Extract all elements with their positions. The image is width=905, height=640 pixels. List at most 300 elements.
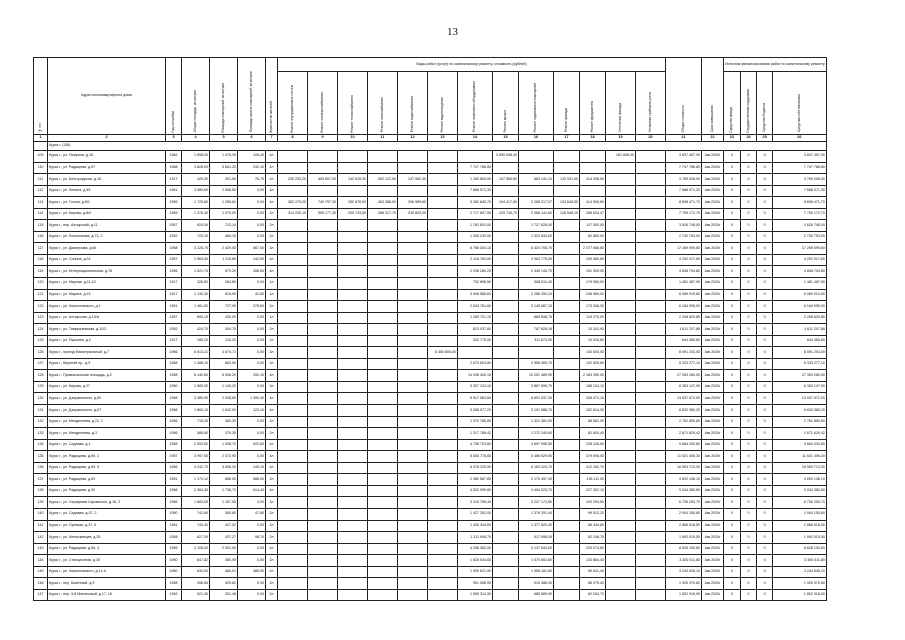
row-work-cost bbox=[368, 578, 398, 590]
row-work-cost bbox=[636, 578, 666, 590]
row-work-cost: 230 074,60 bbox=[580, 543, 606, 555]
row-work-cost: 595 177,30 bbox=[308, 208, 338, 220]
row-work-cost bbox=[493, 589, 519, 601]
row-owners: 4 848 704,80 bbox=[772, 266, 826, 278]
row-work-cost bbox=[368, 370, 398, 382]
row-budget: 0 bbox=[757, 451, 772, 463]
row-work-cost: 4 494 023,70 bbox=[519, 485, 554, 497]
row-work-cost: 3 227 173,80 bbox=[519, 497, 554, 509]
row-deadline: 4кв.2020г bbox=[702, 254, 724, 266]
row-owners: 5 333 277,10 bbox=[772, 358, 826, 370]
row-deadline: 4кв.2020г bbox=[702, 185, 724, 197]
row-number: 142 bbox=[34, 532, 48, 544]
row-work-cost bbox=[493, 462, 519, 474]
row-total-cost: 1 925 370,60 bbox=[666, 578, 702, 590]
row-work-cost bbox=[554, 462, 580, 474]
row-work-cost: 2 175 457,30 bbox=[519, 474, 554, 486]
row-rooms-area: 437,27 bbox=[210, 532, 238, 544]
row-work-cost bbox=[398, 555, 428, 567]
row-total-area: 1 461,50 bbox=[182, 301, 210, 313]
table-row bbox=[34, 428, 827, 440]
row-work-cost bbox=[368, 589, 398, 601]
row-work-cost bbox=[493, 555, 519, 567]
row-deadline: 4кв.2020г bbox=[702, 370, 724, 382]
header-insulation: Утепление фасада bbox=[606, 72, 636, 135]
row-work-cost bbox=[338, 278, 368, 290]
row-year: 1956 bbox=[166, 416, 182, 428]
row-work-cost: 117 300,00 bbox=[580, 220, 606, 232]
row-year: 1958 bbox=[166, 393, 182, 405]
row-work-cost bbox=[308, 266, 338, 278]
row-owners: 6 184 995,00 bbox=[772, 301, 826, 313]
row-work-cost bbox=[278, 324, 308, 336]
row-deadline: 4кв.2020г bbox=[702, 555, 724, 567]
row-work-cost bbox=[636, 393, 666, 405]
row-budget: 0 bbox=[757, 231, 772, 243]
row-year: 1961 bbox=[166, 185, 182, 197]
table-row bbox=[34, 347, 827, 359]
row-work-cost bbox=[368, 151, 398, 163]
row-work-cost bbox=[278, 312, 308, 324]
row-year: 1968 bbox=[166, 162, 182, 174]
row-number: 129 bbox=[34, 381, 48, 393]
row-work-cost bbox=[338, 428, 368, 440]
row-work-cost bbox=[368, 358, 398, 370]
row-work-cost bbox=[308, 555, 338, 567]
row-work-cost bbox=[636, 566, 666, 578]
row-work-cost: 104 417,60 bbox=[493, 197, 519, 209]
row-year: 1956 bbox=[166, 428, 182, 440]
row-year: 1962 bbox=[166, 589, 182, 601]
row-work-cost: 813 037,80 bbox=[458, 324, 493, 336]
row-state-support: 0 bbox=[740, 278, 757, 290]
table-body bbox=[34, 142, 827, 601]
row-year: 1952 bbox=[166, 231, 182, 243]
row-deadline: 4кв.2020г bbox=[702, 589, 724, 601]
row-fund: 0 bbox=[724, 197, 741, 209]
row-state-support: 0 bbox=[740, 289, 757, 301]
row-work-cost bbox=[606, 508, 636, 520]
row-deadline: 4кв.2020г bbox=[702, 381, 724, 393]
row-rooms-area: 331,48 bbox=[210, 589, 238, 601]
row-work-cost bbox=[428, 462, 458, 474]
row-budget: 0 bbox=[757, 151, 772, 163]
row-total-area: 1 683,05 bbox=[182, 497, 210, 509]
row-work-cost bbox=[368, 474, 398, 486]
row-work-cost: 7 747 786,80 bbox=[458, 162, 493, 174]
row-owners: 9 664 430,80 bbox=[772, 439, 826, 451]
row-work-cost: 142 515,30 bbox=[338, 174, 368, 186]
header-water: Ремонт водоснабжения bbox=[398, 72, 428, 135]
row-work-cost bbox=[606, 589, 636, 601]
row-work-cost bbox=[368, 405, 398, 417]
row-fund: 0 bbox=[724, 508, 741, 520]
row-total-area: 847,82 bbox=[182, 555, 210, 567]
row-work-cost: 5 488 529,50 bbox=[519, 451, 554, 463]
row-work-cost bbox=[606, 474, 636, 486]
table-row bbox=[34, 416, 827, 428]
row-work-cost: 1 427 352,00 bbox=[458, 508, 493, 520]
row-residents: 3л bbox=[266, 381, 278, 393]
row-work-cost bbox=[278, 220, 308, 232]
row-fund: 0 bbox=[724, 497, 741, 509]
row-address: Курск г., ул. Радищева, д.69, 5 bbox=[48, 462, 166, 474]
row-state-support: 0 bbox=[740, 151, 757, 163]
row-year: 1956 bbox=[166, 266, 182, 278]
column-index: 20 bbox=[636, 135, 666, 142]
row-state-support: 0 bbox=[740, 532, 757, 544]
row-work-cost bbox=[606, 485, 636, 497]
row-address: Курск г., ул. Радищева, д.39 bbox=[48, 485, 166, 497]
row-deadline: 4кв.2020г bbox=[702, 520, 724, 532]
row-work-cost bbox=[636, 174, 666, 186]
row-total-cost: 6 069 019,80 bbox=[666, 289, 702, 301]
row-work-cost bbox=[493, 497, 519, 509]
row-work-cost: 752 896,50 bbox=[458, 278, 493, 290]
row-work-cost bbox=[428, 485, 458, 497]
row-budget: 0 bbox=[757, 381, 772, 393]
row-work-cost bbox=[493, 312, 519, 324]
row-work-cost bbox=[493, 439, 519, 451]
row-work-cost bbox=[493, 162, 519, 174]
row-work-cost bbox=[398, 393, 428, 405]
row-address: Курск г., ул. Менделеева, д.3 bbox=[48, 428, 166, 440]
row-year: 1950 bbox=[166, 508, 182, 520]
row-owners: 6 363 147,90 bbox=[772, 381, 826, 393]
row-work-cost bbox=[636, 451, 666, 463]
row-deadline: 4кв.2020г bbox=[702, 462, 724, 474]
row-work-cost bbox=[308, 370, 338, 382]
row-work-cost bbox=[398, 278, 428, 290]
row-work-cost bbox=[636, 312, 666, 324]
row-work-cost bbox=[338, 451, 368, 463]
header-total-cost: Общая стоимость bbox=[666, 58, 702, 135]
row-work-cost bbox=[636, 254, 666, 266]
table-row bbox=[34, 485, 827, 497]
row-rooms-area: 329,60 bbox=[210, 578, 238, 590]
row-work-cost bbox=[493, 301, 519, 313]
column-index: 22 bbox=[702, 135, 724, 142]
row-number: 131 bbox=[34, 405, 48, 417]
column-index: 10 bbox=[338, 135, 368, 142]
row-address: Курск г., ул. Дзержинского, д.60 bbox=[48, 393, 166, 405]
row-deadline: 4кв.2020г bbox=[702, 266, 724, 278]
row-work-cost: 6 768 304,10 bbox=[458, 243, 493, 255]
row-work-cost bbox=[398, 451, 428, 463]
row-work-cost: 109 480,60 bbox=[580, 254, 606, 266]
row-work-cost bbox=[368, 566, 398, 578]
row-work-cost bbox=[428, 197, 458, 209]
row-work-cost: 6 517 563,60 bbox=[458, 393, 493, 405]
row-total-area: 429,30 bbox=[182, 174, 210, 186]
row-total-area: 2 053,50 bbox=[182, 439, 210, 451]
header-sewer: Ремонт водоотведения bbox=[428, 72, 458, 135]
row-living-area: 142,00 bbox=[238, 254, 266, 266]
column-index: 18 bbox=[580, 135, 606, 142]
row-fund: 0 bbox=[724, 162, 741, 174]
row-work-cost bbox=[308, 462, 338, 474]
row-work-cost bbox=[493, 231, 519, 243]
column-index: 16 bbox=[519, 135, 554, 142]
row-residents: 2л bbox=[266, 566, 278, 578]
row-residents: 2л bbox=[266, 208, 278, 220]
row-work-cost bbox=[428, 370, 458, 382]
row-work-cost bbox=[554, 324, 580, 336]
row-work-cost bbox=[368, 462, 398, 474]
row-work-cost bbox=[606, 381, 636, 393]
row-budget: 0 bbox=[757, 358, 772, 370]
row-year: 1957 bbox=[166, 220, 182, 232]
row-work-cost bbox=[368, 266, 398, 278]
row-address: Курск г., ул. Мирная, д.11,15 bbox=[48, 278, 166, 290]
row-total-cost: 2 866 618,50 bbox=[666, 520, 702, 532]
row-work-cost: 1 570 602,80 bbox=[519, 555, 554, 567]
row-work-cost: 1 317 788,42 bbox=[458, 428, 493, 440]
row-work-cost bbox=[398, 416, 428, 428]
row-fund: 0 bbox=[724, 254, 741, 266]
row-owners: 1 925 370,60 bbox=[772, 578, 826, 590]
row-rooms-area: 3 056,20 bbox=[210, 462, 238, 474]
row-work-cost: 3 890 948,40 bbox=[493, 151, 519, 163]
row-total-cost: 6 184 995,00 bbox=[666, 301, 702, 313]
row-number: 109 bbox=[34, 151, 48, 163]
column-index: 4 bbox=[182, 135, 210, 142]
table-header bbox=[34, 58, 827, 142]
row-number: 121 bbox=[34, 289, 48, 301]
row-owners: 1 481 487,90 bbox=[772, 278, 826, 290]
row-state-support: 0 bbox=[740, 497, 757, 509]
header-gas: Ремонт газоснабжения bbox=[368, 72, 398, 135]
header-residents: Количество жителей bbox=[266, 58, 278, 135]
row-work-cost bbox=[398, 578, 428, 590]
row-rooms-area: 3 641,20 bbox=[210, 162, 238, 174]
row-deadline: 4кв.2020г bbox=[702, 208, 724, 220]
row-work-cost bbox=[308, 254, 338, 266]
row-state-support: 0 bbox=[740, 162, 757, 174]
row-year: 1952 bbox=[166, 324, 182, 336]
row-total-area: 3 380,90 bbox=[182, 393, 210, 405]
row-deadline: 4кв.2020г bbox=[702, 289, 724, 301]
row-total-cost: 3 300 011,80 bbox=[666, 555, 702, 567]
row-work-cost bbox=[428, 301, 458, 313]
row-residents: 4л bbox=[266, 185, 278, 197]
row-residents: 4л bbox=[266, 439, 278, 451]
row-work-cost bbox=[606, 393, 636, 405]
row-work-cost bbox=[554, 185, 580, 197]
row-address: Курск г., ул. Садовая, д.37, 2 bbox=[48, 508, 166, 520]
row-work-cost bbox=[398, 301, 428, 313]
row-work-cost bbox=[428, 393, 458, 405]
row-budget: 0 bbox=[757, 197, 772, 209]
row-work-cost: 58 975,40 bbox=[580, 578, 606, 590]
row-number: 143 bbox=[34, 543, 48, 555]
row-deadline: 4кв.2020г bbox=[702, 543, 724, 555]
row-work-cost bbox=[606, 358, 636, 370]
row-work-cost bbox=[606, 578, 636, 590]
row-work-cost bbox=[308, 589, 338, 601]
row-budget: 0 bbox=[757, 162, 772, 174]
row-work-cost bbox=[368, 428, 398, 440]
row-state-support: 0 bbox=[740, 474, 757, 486]
row-work-cost: 414 308,50 bbox=[580, 174, 606, 186]
row-owners: 8 591 203,00 bbox=[772, 347, 826, 359]
row-budget: 0 bbox=[757, 508, 772, 520]
row-year: 1961 bbox=[166, 520, 182, 532]
row-deadline: 4кв.2020г bbox=[702, 393, 724, 405]
row-work-cost bbox=[636, 508, 666, 520]
row-work-cost bbox=[428, 508, 458, 520]
row-work-cost bbox=[554, 589, 580, 601]
header-facade: Ремонт фасада bbox=[554, 72, 580, 135]
header-budget: Средства бюджета bbox=[757, 72, 772, 135]
row-work-cost bbox=[636, 381, 666, 393]
repair-program-table bbox=[33, 57, 827, 601]
table-row bbox=[34, 312, 827, 324]
row-state-support: 0 bbox=[740, 485, 757, 497]
row-work-cost: 388 317,70 bbox=[368, 208, 398, 220]
row-work-cost bbox=[636, 197, 666, 209]
row-budget: 0 bbox=[757, 254, 772, 266]
row-year: 1958 bbox=[166, 578, 182, 590]
row-work-cost bbox=[428, 428, 458, 440]
row-work-cost bbox=[554, 508, 580, 520]
row-work-cost: 188 124,10 bbox=[580, 381, 606, 393]
row-work-cost bbox=[554, 543, 580, 555]
row-address: Курск г., пер. Ахтырский, д.11 bbox=[48, 220, 166, 232]
row-residents: 4л bbox=[266, 370, 278, 382]
row-work-cost bbox=[554, 358, 580, 370]
row-work-cost bbox=[519, 347, 554, 359]
row-work-cost bbox=[368, 451, 398, 463]
row-fund: 0 bbox=[724, 266, 741, 278]
row-work-cost: 175 346,30 bbox=[580, 301, 606, 313]
row-work-cost bbox=[338, 543, 368, 555]
row-living-area: 0,00 bbox=[238, 358, 266, 370]
row-residents: 2л bbox=[266, 220, 278, 232]
row-budget: 0 bbox=[757, 312, 772, 324]
row-work-cost bbox=[428, 589, 458, 601]
row-total-area: 1 583,90 bbox=[182, 381, 210, 393]
row-fund: 0 bbox=[724, 151, 741, 163]
row-work-cost: 230 253,20 bbox=[278, 174, 308, 186]
row-work-cost bbox=[278, 497, 308, 509]
row-rooms-area: 573,20 bbox=[210, 266, 238, 278]
row-address: Курск г., ул. Радищева, д.69, 2 bbox=[48, 451, 166, 463]
row-work-cost bbox=[554, 278, 580, 290]
row-total-cost: 2 761 850,60 bbox=[666, 416, 702, 428]
row-state-support: 0 bbox=[740, 428, 757, 440]
row-work-cost bbox=[636, 185, 666, 197]
header-address: Адрес многоквартирного дома bbox=[48, 58, 166, 135]
row-residents: 1л bbox=[266, 335, 278, 347]
row-address: Курск г., ул. Сонина, д.24 bbox=[48, 254, 166, 266]
row-work-cost: 2 208 260,20 bbox=[458, 266, 493, 278]
row-work-cost bbox=[338, 243, 368, 255]
row-owners: 7 688 571,30 bbox=[772, 185, 826, 197]
row-work-cost bbox=[398, 462, 428, 474]
row-rooms-area: 1 140,20 bbox=[210, 381, 238, 393]
row-state-support: 0 bbox=[740, 508, 757, 520]
row-fund: 0 bbox=[724, 589, 741, 601]
row-work-cost bbox=[493, 474, 519, 486]
row-work-cost bbox=[636, 462, 666, 474]
column-index-row bbox=[34, 135, 827, 142]
row-work-cost: 3 315 785,40 bbox=[458, 497, 493, 509]
row-residents: 4л bbox=[266, 254, 278, 266]
row-work-cost bbox=[636, 347, 666, 359]
header-year: Год постройки bbox=[166, 58, 182, 135]
row-residents: 2л bbox=[266, 589, 278, 601]
row-work-cost: 2 449 143,70 bbox=[519, 266, 554, 278]
row-work-cost bbox=[338, 381, 368, 393]
row-deadline: 4кв.2020г bbox=[702, 347, 724, 359]
row-fund: 0 bbox=[724, 555, 741, 567]
row-number: 137 bbox=[34, 474, 48, 486]
row-budget: 0 bbox=[757, 543, 772, 555]
row-work-cost bbox=[636, 520, 666, 532]
row-work-cost bbox=[278, 358, 308, 370]
row-work-cost: 3 382 845,70 bbox=[458, 197, 493, 209]
row-work-cost: 787 828,18 bbox=[519, 324, 554, 336]
row-work-cost bbox=[278, 543, 308, 555]
row-owners: 3 300 011,80 bbox=[772, 555, 826, 567]
row-work-cost bbox=[308, 347, 338, 359]
row-work-cost: 2 717 807,50 bbox=[458, 208, 493, 220]
row-work-cost: 10 251 489,90 bbox=[519, 370, 554, 382]
row-fund: 0 bbox=[724, 451, 741, 463]
row-work-cost: 379 098,00 bbox=[580, 451, 606, 463]
row-work-cost: 685 569,90 bbox=[519, 589, 554, 601]
row-year: 1959 bbox=[166, 208, 182, 220]
row-work-cost bbox=[554, 347, 580, 359]
row-work-cost bbox=[606, 416, 636, 428]
row-work-cost bbox=[554, 231, 580, 243]
row-residents: 2л bbox=[266, 578, 278, 590]
row-budget: 0 bbox=[757, 243, 772, 255]
table-row bbox=[34, 393, 827, 405]
row-total-area: 586,80 bbox=[182, 428, 210, 440]
row-address: Курск г., ул. Кирова, д.8/4 bbox=[48, 208, 166, 220]
row-work-cost: 951 008,90 bbox=[458, 578, 493, 590]
row-year: 1957 bbox=[166, 254, 182, 266]
row-total-cost: 4 292 017,60 bbox=[666, 254, 702, 266]
row-work-cost: 161 808,00 bbox=[606, 151, 636, 163]
row-residents: 2л bbox=[266, 231, 278, 243]
row-work-cost: 62 860,00 bbox=[580, 231, 606, 243]
row-work-cost bbox=[428, 439, 458, 451]
row-state-support: 0 bbox=[740, 381, 757, 393]
row-work-cost bbox=[554, 439, 580, 451]
row-number: 111 bbox=[34, 174, 48, 186]
row-total-area: 924,50 bbox=[182, 220, 210, 232]
row-work-cost bbox=[636, 589, 666, 601]
row-work-cost bbox=[338, 439, 368, 451]
row-year: 1962 bbox=[166, 151, 182, 163]
row-budget: 0 bbox=[757, 266, 772, 278]
row-state-support: 0 bbox=[740, 208, 757, 220]
row-fund: 0 bbox=[724, 462, 741, 474]
row-work-cost: 1 311 908,70 bbox=[458, 532, 493, 544]
row-total-cost: 1 992 015,50 bbox=[666, 532, 702, 544]
row-total-cost: 6 632 980,20 bbox=[666, 405, 702, 417]
row-work-cost: 8 450 600,00 bbox=[428, 347, 458, 359]
row-work-cost bbox=[428, 243, 458, 255]
row-work-cost bbox=[636, 485, 666, 497]
row-work-cost: 8 163 324,70 bbox=[519, 462, 554, 474]
row-fund: 0 bbox=[724, 278, 741, 290]
row-work-cost bbox=[554, 289, 580, 301]
row-work-cost bbox=[554, 405, 580, 417]
